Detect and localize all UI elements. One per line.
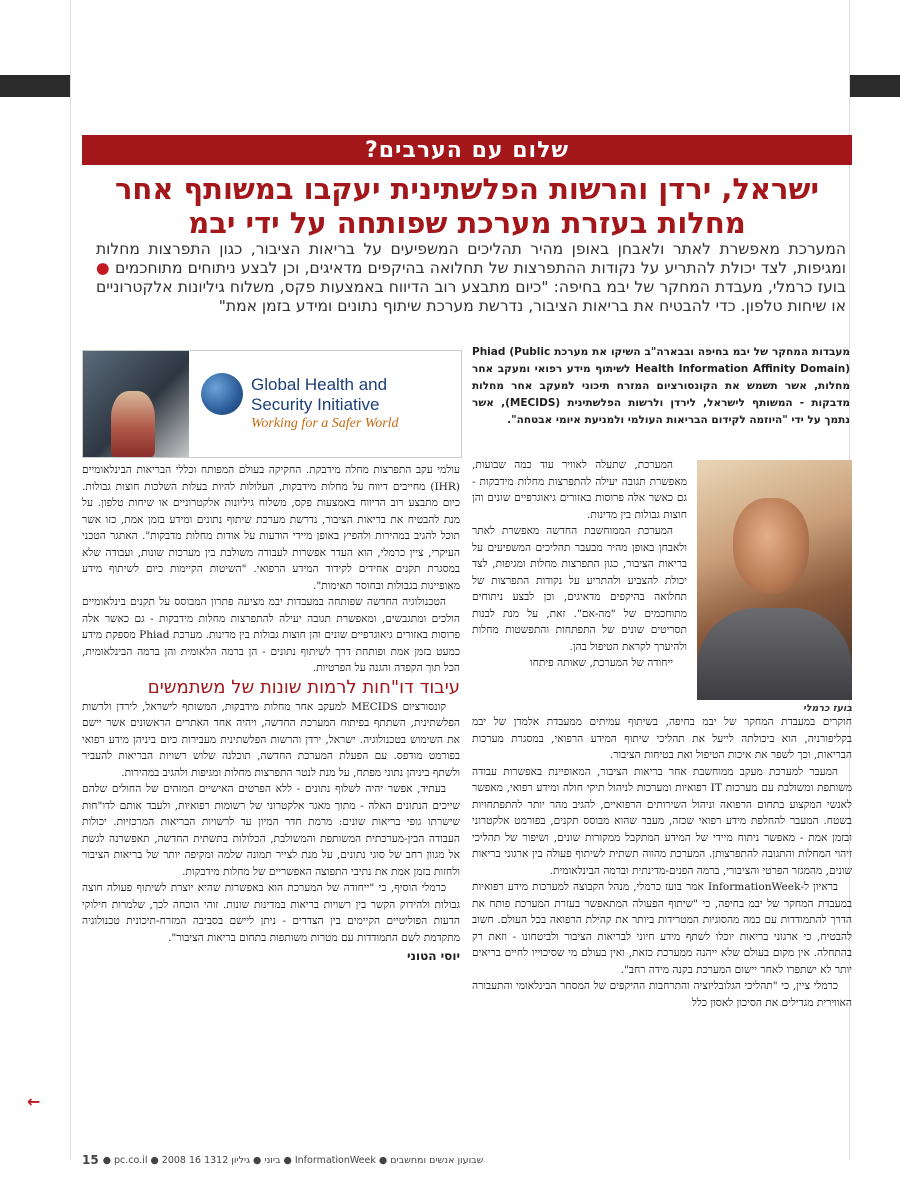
ad-photo	[83, 351, 189, 457]
ad-title-line2: Security Initiative	[251, 395, 380, 414]
body-paragraph: המערכת הממוחשבת החדשה מאפשרת לאתר ולאבחן באופן מהיר מבעבר תהליכים המשפיעים על בריאות הציבור, כגון התפרצות מחלות ומגיפות, לצד יכולת להצביע ולהתריע על נקודות התפרצות של תחלואה בהיקפים מדאיגים, וכן לבצע ניתוחים מתוחכמים של "מה-אם". זאת, על מנת לבנות תסריטים שונים של התפתחות והתפשטות מחלות ולהיערך לקראת הטיפול בהן.	[472, 525, 687, 653]
advertisement	[82, 350, 462, 458]
body-paragraph: עולמי עקב התפרצות מחלה מידבקת. החקיקה בעולם המפותח וכללי הבריאות הבינלאומיים (IHR) מחייבים דיווח על מחלות מידבקות, העלולות להיות בעלות השלכות חוצות גבולות. כיום מתבצע רוב הדיווח באמצעות פקס, משלוח גיליונות אלקטרוניים או שיחות טלפון. על מנת להבטיח את בריאות הציבור, נדרשת מערכת שיתוף נתונים ומידע בזמן אמת, כזו אשר תוכל להגיב במהירות ולהפיץ באופן מיידי הודעות על אודות מחלות מדבקות". האתגר הטכני העיקרי, ציין כרמלי, הוא העדר אפשרות לעבודה משולבת בין מערכות שונות, ועבודה שלא במסגרת תקנים אחידים לקידוד המידע הרפואי. "השיטות הקיימות כיום לשיתוף מידע מאופיינות בגבולות ובחוסר תאימות".	[82, 464, 460, 592]
body-column-left	[82, 462, 460, 965]
portrait-shirt	[697, 608, 852, 700]
continue-arrow-icon: ←	[27, 1092, 41, 1111]
body-paragraph: קונסורציום MECIDS למעקב אחר מחלות מידבקות, המשותף לישראל, לירדן ולרשות הפלשתינית, השתתף בפיתוח המערכת החדשה, ויהיה אחד האתרים הראשונים אשר יישם את השימוש בטכנולוגיה. ישראל, ירדן והרשות הפלשתינית מעבירות כיום ביניהן מידע רפואי בפורמט מודפס. עם הפעלת המערכת החדשה, תוכלנה שלוש רשויות הבריאות להעביר ולשתף ביניהן נתוני מפתח, על מנת לנטר התפרצות מחלות ומגיפות ולהגיב במהירות.	[82, 700, 460, 779]
bullet-dot-icon: ●	[96, 259, 110, 277]
photo-caption: בועז כרמלי	[802, 703, 852, 714]
portrait-face	[733, 498, 809, 594]
body-paragraph: בעתיד, אפשר יהיה לשלוף נתונים - ללא הפרטים האישיים המזהים של החולים שלהם שייכים הנתונים האלה - מתוך מאגר אלקטרוני של רשומות רפואיות, ולעבד אותם לדו"חות שישרתו גופי בריאות שונים: מרמת חדר המיון עד לרשויות הבריאות המרכזיות. יכולות העבודה הבין-מערכתית המשותפת והמשולבת, הכלולות בתשתית החדשה, תאפשרנה לגשת אל מגוון רחב של סוגי נתונים, על מנת לצייר תמונה שלמה ומקיפה יותר של בריאות הציבור ולחזות בזמן אמת את נתיבי התפוצה האפשריים של מחלות מידבקות.	[82, 783, 460, 878]
body-paragraph: המערכת, שתעלה לאוויר עוד כמה שבועות, מאפשרת תגובה יעילה להתפרצות מחלות מידבקות - גם כאשר אלה פרוסות באזורים גיאוגרפיים שונים והן חוצות גבולות בין מדינות.	[472, 459, 687, 521]
footer-line: ● pc.co.il ● 2008 16 ביוני ● גיליון 1312 ● InformationWeek ● שבועון אנשים ומחשבים	[102, 1154, 484, 1166]
deck-summary	[96, 240, 846, 316]
body-paragraph: כרמלי ציין, כי "תהליכי הגלובליזציה והתרחבות ההיקפים של המסחר הבינלאומי והתעבורה האווירית מגדילים את הסיכון לאסון כלל	[472, 980, 852, 1009]
page-edge-bar-right	[848, 75, 900, 97]
topic-label: שלום עם הערבים?	[364, 137, 570, 163]
body-paragraph: המעבר למערכת מעקב ממוחשבת אחר בריאות הציבור, המאופיינת באפשרות עבודה משותפת ומשולבת עם מערכות IT רפואיות ומערכות לניהול תיקי חולה ומידע רפואי, מאפשר לאנשי המקצוע בתחום הרפואה וניהול השירותים הרפואיים, להגיב מהר יותר להתפתחויות בשטח. המעבר להחלפת מידע רפואי שכזה, מעבר שהוא מבוסס תקנים, בפורמט אלקטרוני ובזמן אמת - מאפשר ניתוח מיידי של המידע המתקבל ממקורות שונים, ושיפור של תהליכי זיהוי המחלות והתגובה להתפרצותן. המערכת מהווה תשתית לשיתוף פעולה בין ארגוני בריאות שונים, מהמגזר הפרטי והציבורי, ברמה הפנים-מדינתית וברמה הבינלאומית.	[472, 765, 853, 877]
ad-title-line1: Global Health and	[251, 375, 388, 394]
page-edge-bar-left	[0, 75, 70, 97]
body-paragraph: הטכנולוגיה החדשה שפותחה במעבדות יבמ מציעה פתרון המבוסס על תקנים בינלאומיים הולכים ומתגבשים, ומאפשרת תגובה יעילה להתפרצות מחלות מידבקות - גם כאשר אלה פרוסות באזורים גיאוגרפיים שונים והן חוצות גבולות בין מדינות. מערכת Phiad מספקת מידע כמעט בזמן אמת ופותחת דרך לשיתוף נתונים - הן ברמה הלאומית והן ברמה הבינלאומית, הכל תוך הקפדה והגנה על הפרטיות.	[82, 596, 460, 674]
body-paragraph: בראיון ל-InformationWeek אמר בועז כרמלי, מנהל הקבוצה למערכות מידע רפואיות במעבדת המחקר של יבמ בחיפה, כי "שיתוף הפעולה המתאפשר בעזרת המערכת פותח את הדרך להתמודדות עם כמה מהסוגיות המטרידות ביותר את קהילת הרפואה בכל העולם. חשוב להבטיח, כי ארגוני בריאות יוכלו לשתף מידע חיוני לבריאות הציבור ולביטחונו - וזאת רק בהתחלה. אין מקום בעולם שלא ייהנה ממערכת כזאת, ואין בעולם מי שסיכוייו לחיים בריאים יותר לא ישתפרו לאחר יישום המערכת בקנה מידה רחב".	[472, 881, 852, 976]
body-column-right-top	[472, 457, 687, 672]
body-paragraph: ייחודה של המערכת, שאותה פיתחו	[529, 657, 673, 669]
lede-paragraph: מעבדות המחקר של יבמ בחיפה ובבארה"ב השיקו את מערכת Phiad (Public Health Information Affinity Domain) לשיתוף מידע רפואי ומעקב אחר מחלות, אשר תשמש את הקונסורציום המזרח תיכוני למעקב אחר מחלות מדבקות - המשותף לישראל, לירדן ולרשות הפלשתינית (MECIDS), אשר נתמך על ידי "היוזמה לקידום הבריאות העולמי ולמניעת איומי אבטחה".	[472, 346, 851, 426]
author-byline: יוסי הטוני	[406, 949, 460, 963]
deck-part1: המערכת מאפשרת לאתר ולאבחן באופן מהיר תהליכים המשפיעים על בריאות הציבור, כגון התפרצות מחלות ומגיפות, לצד יכולת להתריע על נקודות ההתפרצות של תחלואה בהיקפים מדאיגים, וכן לבצע ניתוחים מתוחכמים	[96, 240, 847, 277]
topic-banner	[82, 135, 852, 165]
page-number: 15	[82, 1153, 99, 1167]
deck-part2: בועז כרמלי, מעבדת המחקר של יבמ בחיפה: "כיום מתבצע רוב הדיווח באמצעות פקס, משלוח גיליונות אלקטרוניים או שיחות טלפון. כדי להבטיח את בריאות הציבור, נדרשת מערכת שיתוף נתונים ומידע בזמן אמת"	[96, 278, 846, 315]
body-column-right-bottom	[472, 714, 852, 1011]
ad-person-figure	[111, 391, 155, 457]
section-subhead: עיבוד דו"חות לרמות שונות של משתמשים	[147, 676, 460, 698]
ad-tagline: Working for a Safer World	[251, 416, 399, 431]
ad-brand	[193, 351, 461, 457]
headline: ישראל, ירדן והרשות הפלשתינית יעקבו במשותף אחר מחלות בעזרת מערכת שפותחה על ידי יבמ	[114, 172, 820, 240]
body-paragraph: חוקרים במעבדת המחקר של יבמ בחיפה, בשיתוף עמיתים ממעבדת אלמדן של יבמ בקליפורניה, הוא ביכולתה לייעל את תהליכי שיתוף המידע הרפואי, במסגרת מערכות הבריאות, וכך לשפר את איכות הטיפול ואת בטיחות הציבור.	[472, 716, 852, 761]
body-paragraph: כרמלי הוסיף, כי "ייחודה של המערכת הוא באפשרות שהיא יוצרת לשיתוף פעולה חוצה גבולות ולהידוק הקשר בין רשויות בריאות במדינות שונות. זוהי הוכחה לכך, שלמרות חילוקי הדעות הפוליטיים הקיימים בין הצדדים - ניתן ליישם בסביבה המזרח-תיכונית טכנולוגיה מתקדמת לשם התמודדות עם מטרות משותפות בתחום בריאות הציבור".	[82, 882, 460, 944]
portrait-photo	[697, 460, 852, 700]
page-footer	[82, 1150, 852, 1170]
